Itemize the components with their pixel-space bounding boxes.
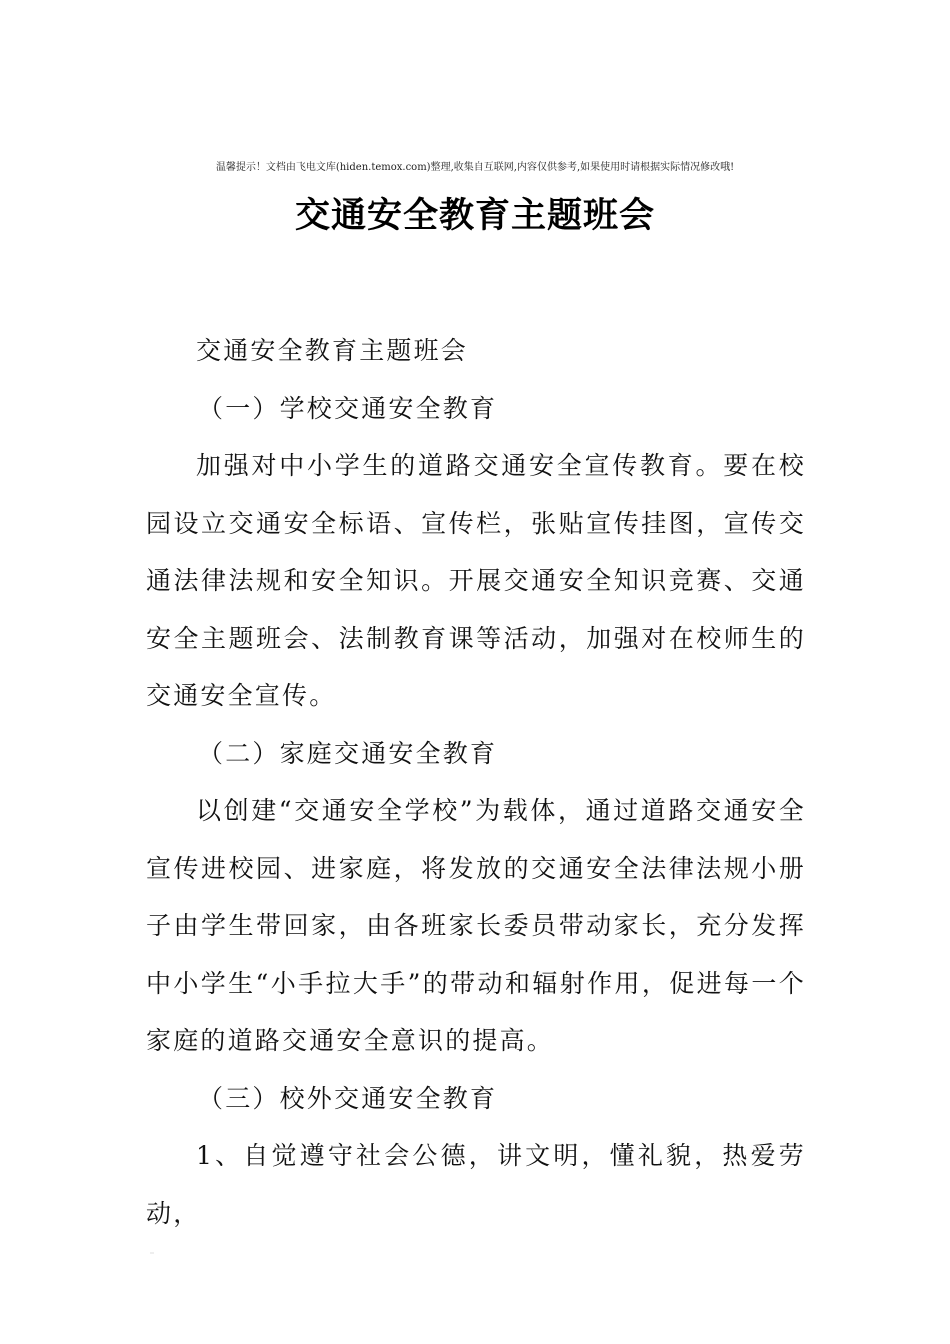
paragraph-2: 以创建“交通安全学校”为载体，通过道路交通安全宣传进校园、进家庭，将发放的交通安全法律法规小册子由学生带回家，由各班家长委员带动家长，充分发挥中小学生“小手拉大手”的带动和辐射作用，促进每一个家庭的道路交通安全意识的提高。 [146,796,806,1055]
footer-mark [150,1252,154,1254]
section-heading-3: （三）校外交通安全教育 [198,1083,498,1113]
document-body [146,322,806,1242]
document-title: 交通安全教育主题班会 [294,195,655,236]
section-heading-1: （一）学校交通安全教育 [198,393,498,423]
section-heading-2: （二）家庭交通安全教育 [198,738,498,768]
header-notice: 温馨提示！文档由飞电文库(hiden.temox.com)整理,收集自互联网,内容仅供参考,如果使用时请根据实际情况修改哦! [215,162,735,173]
paragraph-1: 加强对中小学生的道路交通安全宣传教育。要在校园设立交通安全标语、宣传栏，张贴宣传挂图，宣传交通法律法规和安全知识。开展交通安全知识竞赛、交通安全主题班会、法制教育课等活动，加强对在校师生的交通安全宣传。 [146,451,806,710]
paragraph-3: 1、自觉遵守社会公德，讲文明，懂礼貌，热爱劳动， [146,1141,806,1228]
paragraph-subtitle: 交通安全教育主题班会 [196,336,469,365]
